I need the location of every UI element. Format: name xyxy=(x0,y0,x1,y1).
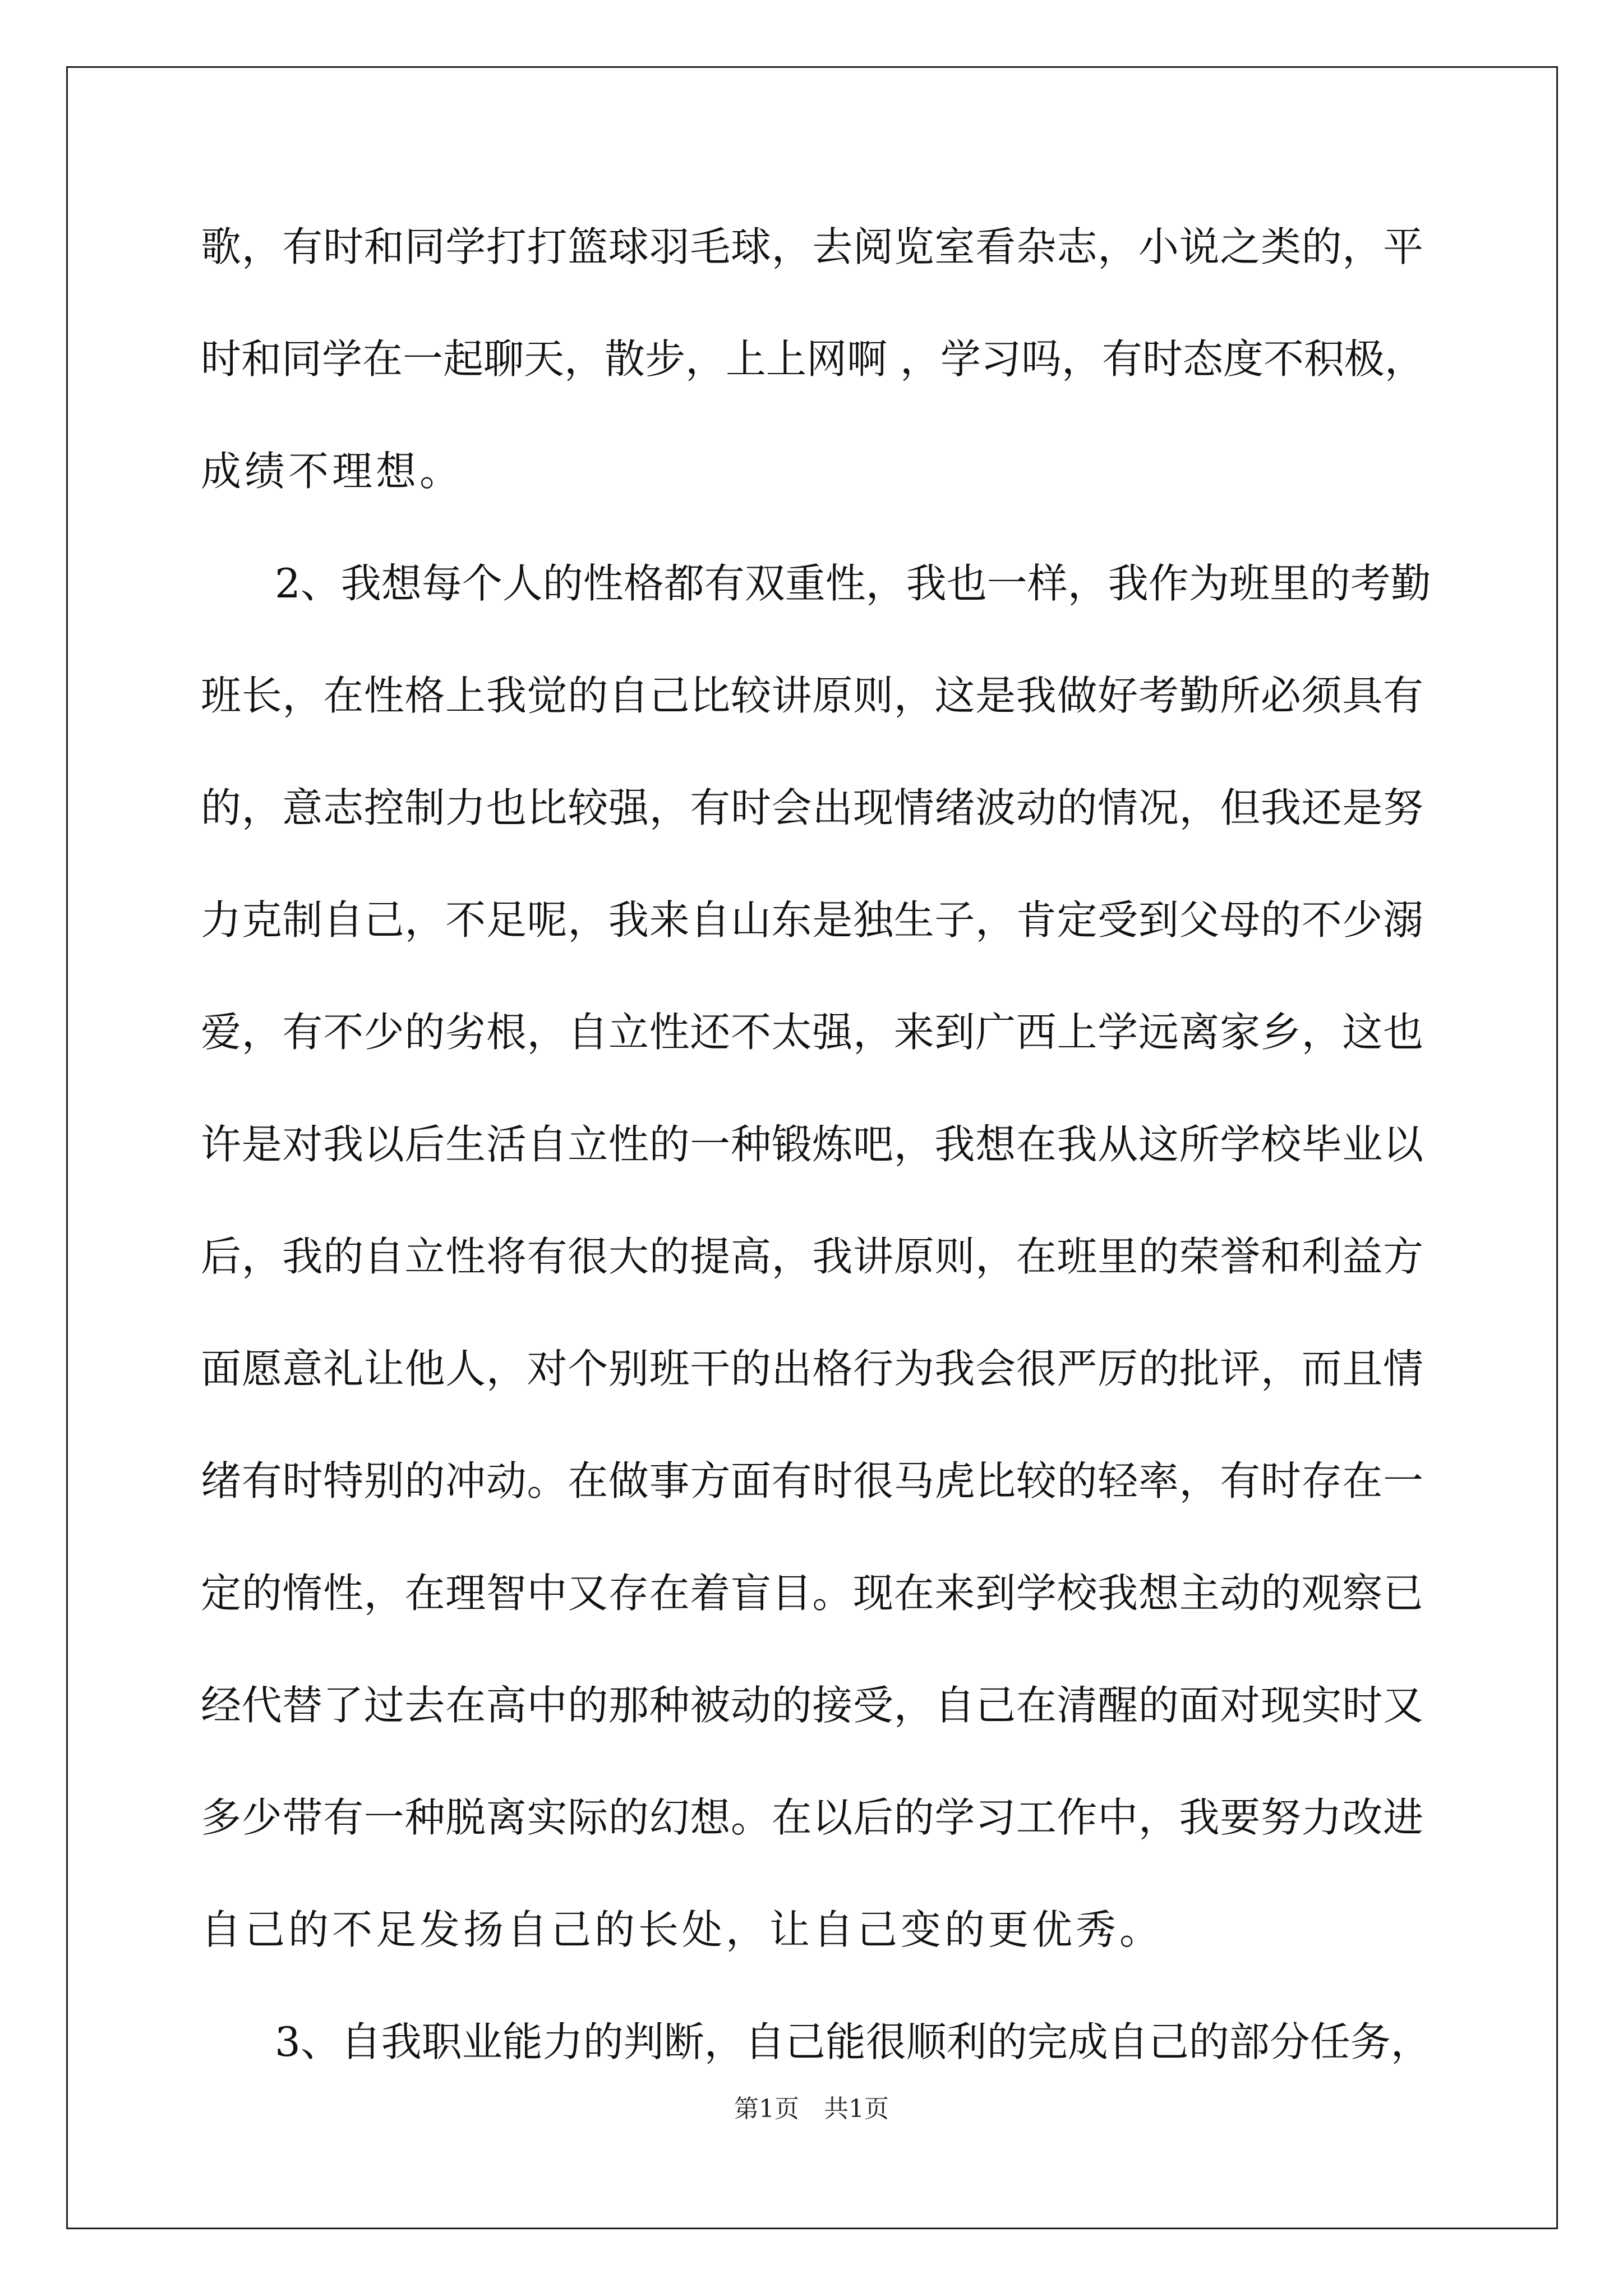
body-line-1: 歌，有时和同学打打篮球羽毛球，去阅览室看杂志，小说之类的，平 xyxy=(201,223,1423,270)
paragraph-2-line-3: 的，意志控制力也比较强，有时会出现情绪波动的情况，但我还是努 xyxy=(201,784,1423,831)
paragraph-2-line-13: 自己的不足发扬自己的长处，让自己变的更优秀。 xyxy=(201,1906,1164,1953)
body-line-3: 成绩不理想。 xyxy=(201,448,464,495)
paragraph-3-line-1: 3、自我职业能力的判断，自己能很顺利的完成自己的部分任务， xyxy=(275,2018,1431,2065)
paragraph-2-line-1: 2、我想每个人的性格都有双重性，我也一样，我作为班里的考勤 xyxy=(275,560,1431,607)
paragraph-2-line-9: 绪有时特别的冲动。在做事方面有时很马虎比较的轻率，有时存在一 xyxy=(201,1457,1423,1504)
paragraph-2-line-5: 爱，有不少的劣根，自立性还不太强，来到广西上学远离家乡，这也 xyxy=(201,1009,1423,1056)
paragraph-2-line-7: 后，我的自立性将有很大的提高，我讲原则，在班里的荣誉和利益方 xyxy=(201,1233,1423,1280)
body-line-2: 时和同学在一起聊天，散步，上上网啊 ，学习吗，有时态度不积极， xyxy=(201,335,1425,383)
paragraph-2-line-8: 面愿意礼让他人，对个别班干的出格行为我会很严厉的批评，而且情 xyxy=(201,1345,1423,1392)
paragraph-2-line-2: 班长，在性格上我觉的自己比较讲原则，这是我做好考勤所必须具有 xyxy=(201,672,1423,719)
page-number-footer: 第1页 共1页 xyxy=(734,2095,889,2123)
paragraph-2-line-10: 定的惰性，在理智中又存在着盲目。现在来到学校我想主动的观察已 xyxy=(201,1570,1423,1617)
paragraph-2-line-6: 许是对我以后生活自立性的一种锻炼吧，我想在我从这所学校毕业以 xyxy=(201,1121,1423,1168)
paragraph-2-line-11: 经代替了过去在高中的那种被动的接受，自己在清醒的面对现实时又 xyxy=(201,1682,1423,1729)
paragraph-2-line-12: 多少带有一种脱离实际的幻想。在以后的学习工作中，我要努力改进 xyxy=(201,1794,1423,1841)
paragraph-2-line-4: 力克制自己，不足呢，我来自山东是独生子，肯定受到父母的不少溺 xyxy=(201,896,1423,944)
